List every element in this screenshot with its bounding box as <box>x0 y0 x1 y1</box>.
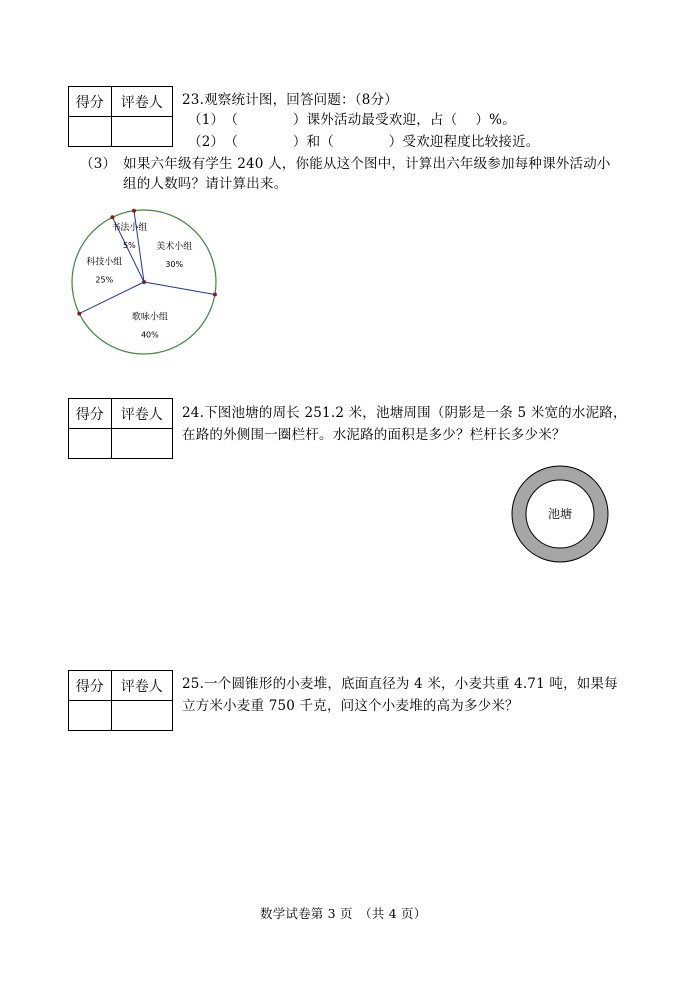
score-cell[interactable] <box>69 429 112 459</box>
q23-part1: （1） （ ）课外活动最受欢迎，占（ ）%。 <box>188 112 516 128</box>
pond-label: 池塘 <box>547 507 573 521</box>
score-label: 得分 <box>69 399 112 429</box>
q24-text-line2: 在路的外侧围一圈栏杆。水泥路的面积是多少？栏杆长多少米？ <box>182 427 566 443</box>
grader-cell[interactable] <box>111 117 172 147</box>
pie-edge-dot <box>213 293 217 297</box>
score-label: 得分 <box>69 671 112 701</box>
q23-part2: （2） （ ）和（ ）受欢迎程度比较接近。 <box>188 134 540 150</box>
q25-text-line1: 25.一个圆锥形的小麦堆，底面直径为 4 米，小麦共重 4.71 吨，如果每 <box>182 676 618 692</box>
pond-diagram <box>508 464 612 564</box>
pie-slice-value: 40% <box>140 330 159 340</box>
q23-part3-cont: 组的人数吗？请计算出来。 <box>123 176 288 192</box>
score-table-q23 <box>68 86 173 147</box>
grader-cell[interactable] <box>111 429 172 459</box>
score-table-q25 <box>68 670 173 731</box>
score-cell[interactable] <box>69 117 112 147</box>
q24-text-line1: 24.下图池塘的周长 251.2 米，池塘周围（阴影是一条 5 米宽的水泥路， <box>182 405 627 421</box>
grader-cell[interactable] <box>111 701 172 731</box>
pie-edge-dot <box>132 209 136 213</box>
activity-pie-chart <box>60 200 230 360</box>
page-footer: 数学试卷第 3 页 （共 4 页） <box>260 906 427 921</box>
q25-text-line2: 立方米小麦重 750 千克，问这个小麦堆的高为多少米？ <box>182 698 519 714</box>
pie-slice-label: 美术小组 <box>156 241 193 252</box>
pie-center-dot <box>142 280 146 284</box>
grader-label: 评卷人 <box>111 671 172 701</box>
score-label: 得分 <box>69 87 112 117</box>
pie-slice-value: 5% <box>123 241 136 251</box>
q23-part3: （3） 如果六年级有学生 240 人，你能从这个图中，计算出六年级参加每种课外活动小 <box>80 156 611 172</box>
pie-slice-label: 书法小组 <box>111 223 148 234</box>
pie-slice-label: 科技小组 <box>86 257 123 268</box>
pie-slice-value: 30% <box>165 259 184 269</box>
q23-title: 23.观察统计图，回答问题：（8分） <box>182 92 398 108</box>
score-cell[interactable] <box>69 701 112 731</box>
pie-slice-label: 歌咏小组 <box>131 312 168 323</box>
pie-edge-dot <box>77 312 81 316</box>
grader-label: 评卷人 <box>111 399 172 429</box>
pie-edge-dot <box>110 215 114 219</box>
grader-label: 评卷人 <box>111 87 172 117</box>
pie-divider-line <box>144 282 215 295</box>
pie-divider-line <box>79 282 144 314</box>
pie-slice-value: 25% <box>95 275 114 285</box>
score-table-q24 <box>68 398 173 459</box>
